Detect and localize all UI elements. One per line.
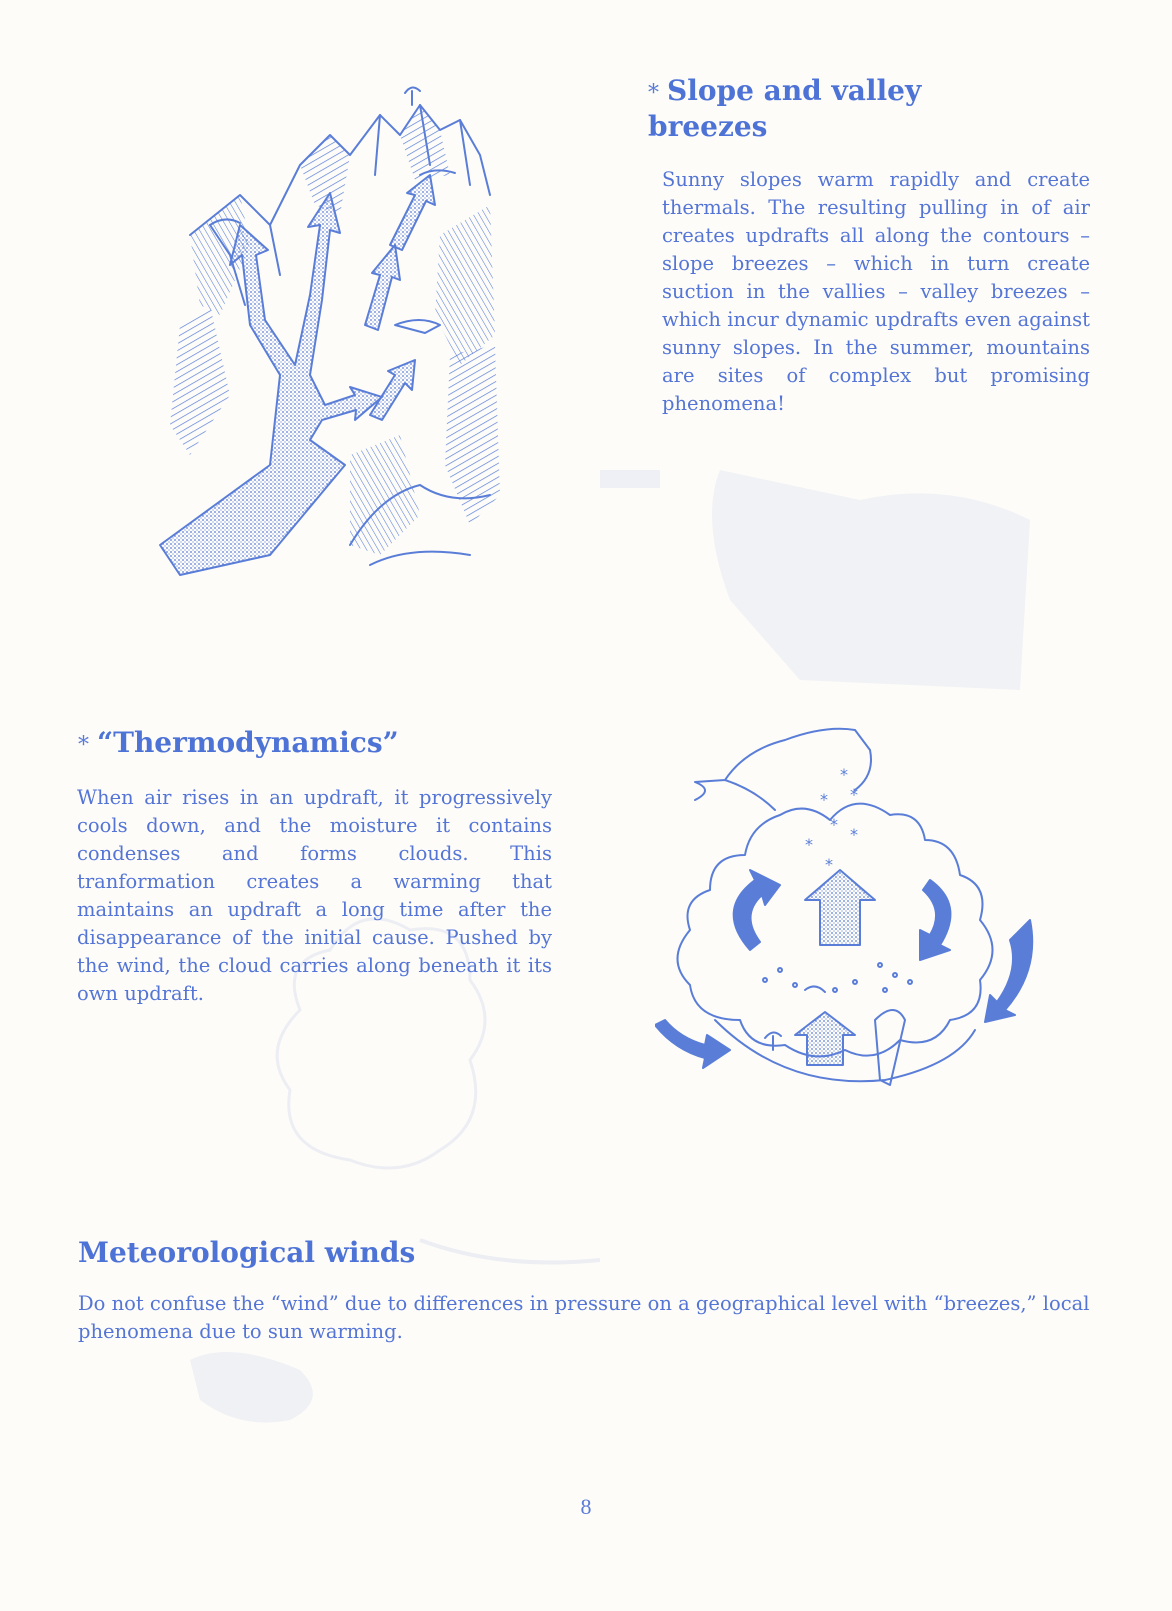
page-number: 8 [580, 1494, 592, 1519]
slope-section-heading [648, 74, 978, 143]
svg-text:*: * [850, 825, 858, 844]
thermo-section-heading [78, 726, 538, 762]
svg-text:*: * [825, 855, 833, 874]
svg-text:*: * [840, 765, 848, 784]
svg-text:*: * [830, 815, 838, 834]
cumulus-thermal-illustration [655, 720, 1075, 1120]
slope-heading-text: Slope and valley breezes [648, 74, 922, 143]
meteo-section-body: Do not confuse the “wind” due to differences in pressure on a geographical level with “breezes,” local phenomena due to sun warming. [78, 1292, 1090, 1343]
svg-text:*: * [805, 835, 813, 854]
heading-bullet: * [78, 733, 89, 758]
thermo-heading-text: “Thermodynamics” [97, 726, 399, 759]
svg-text:*: * [820, 790, 828, 809]
svg-text:*: * [850, 785, 858, 804]
thermo-section-body: When air rises in an updraft, it progressively cools down, and the moisture it contains condenses and forms clouds. This tranformation creates a warming that maintains an updraft a long time after the disappearance of the initial cause. Pushed by the wind, the cloud carries along beneath it its own updraft. [77, 786, 552, 1005]
meteo-heading-text: Meteorological winds [78, 1236, 416, 1269]
mountain-updraft-illustration [150, 75, 510, 585]
heading-bullet: * [648, 81, 659, 106]
slope-section-body: Sunny slopes warm rapidly and create thermals. The resulting pulling in of air creates updrafts all along the contours – slope breezes – which in turn create suction in the vallies – valley breezes – which incur dynamic updrafts even against sunny slopes. In the summer, mountains are sites of complex but promising phenomena! [662, 168, 1090, 415]
meteo-section-heading [78, 1236, 578, 1269]
